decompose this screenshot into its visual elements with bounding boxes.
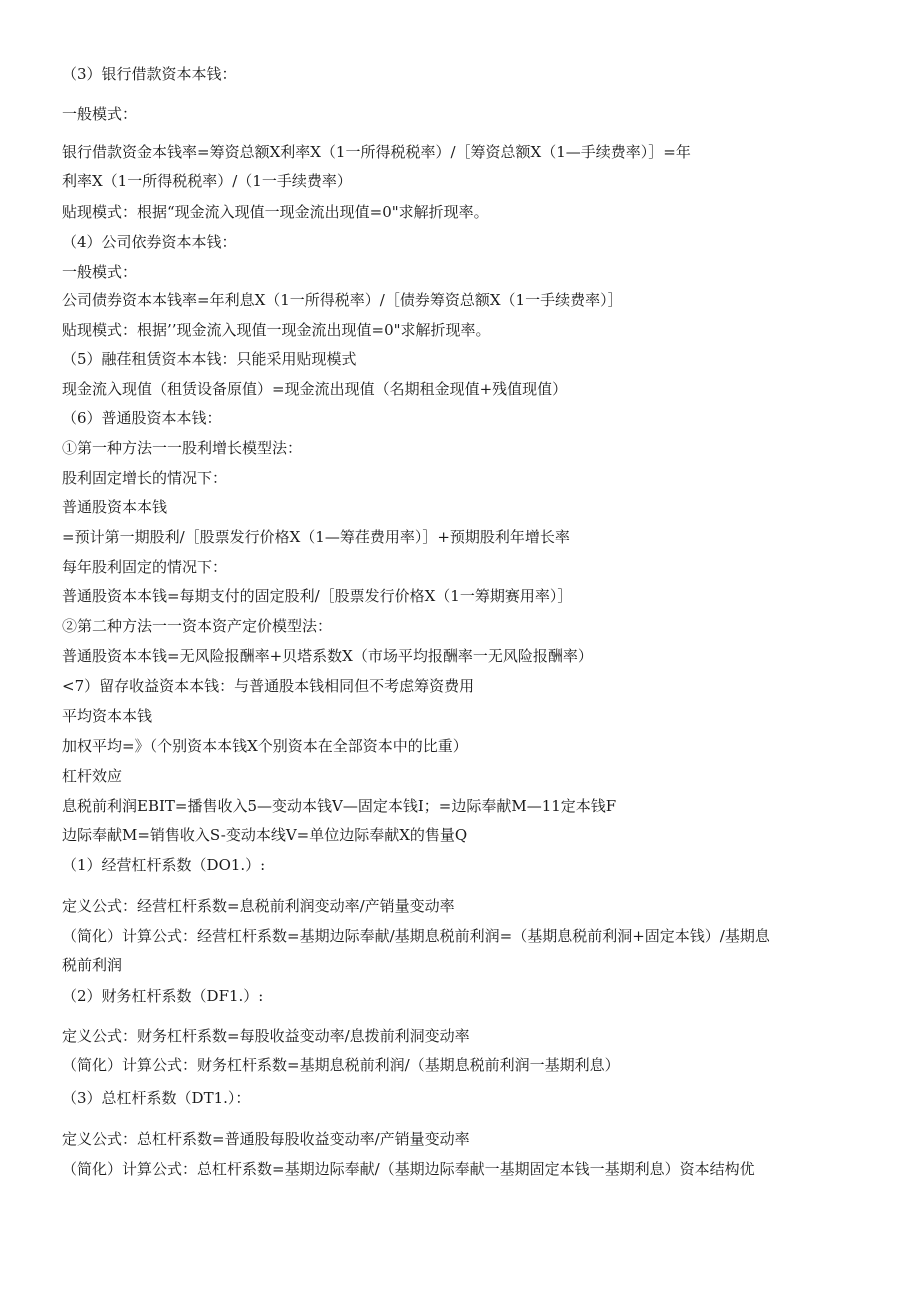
text-line: 定义公式：经营杠杆系数=息税前利润变动率/产销量变动率 <box>62 897 455 915</box>
text-line: ①第一种方法一一股利增长模型法： <box>62 439 303 457</box>
heading-bank-loan-cost: （3）银行借款资本本钱： <box>62 65 237 83</box>
text-line: 定义公式：财务杠杆系数=每股收益变动率/息拨前利洞变动率 <box>62 1027 470 1045</box>
text-line: 息税前利润EBIT=播售收入5—变动本钱V—固定本钱I；=边际奉献M—11定本钱F <box>62 797 617 815</box>
text-line: 税前利润 <box>62 956 123 974</box>
text-line: 普通股资本本钱=每期支付的固定股利/［股票发行价格X（1一筹期赛用率）］ <box>62 587 573 605</box>
heading-financial-leverage: （2）财务杠杆系数（DF1.）: <box>62 987 264 1005</box>
text-line: 公司债券资本本钱率=年利息X（1一所得税率）/［债券筹资总额X（1一手续费率）］ <box>62 291 623 309</box>
text-line: 现金流入现值（租赁设备原值）=现金流出现值（名期租金现值+残值现值） <box>62 380 568 398</box>
text-line: （简化）计算公式：经营杠杆系数=基期边际奉献/基期息税前利润=（基期息税前利洞+固定本钱）/基期息 <box>62 927 770 945</box>
heading-bond-cost: （4）公司依券资本本钱： <box>62 233 237 251</box>
heading-operating-leverage: （1）经营杠杆系数（DO1.）: <box>62 856 266 874</box>
text-line: 定义公式：总杠杆系数=普通股每股收益变动率/产销量变动率 <box>62 1130 470 1148</box>
text-line: ②第二种方法一一资本资产定价模型法： <box>62 617 333 635</box>
text-line: 一般模式： <box>62 263 138 281</box>
heading-leverage-effect: 杠杆效应 <box>62 767 123 785</box>
text-line: 加权平均=》（个别资本本钱X个别资本在全部资本中的比重） <box>62 737 468 755</box>
text-line: 普通股资本本钱=无风险报酬率+贝塔系数X（市场平均报酬率一无风险报酬率） <box>62 647 593 665</box>
text-line: 普通股资本本钱 <box>62 498 168 516</box>
heading-total-leverage: （3）总杠杆系数（DT1.）： <box>62 1089 251 1107</box>
text-line: （简化）计算公式：财务杠杆系数=基期息税前利润/（基期息税前利润一基期利息） <box>62 1056 620 1074</box>
heading-lease-cost: （5）融荏租赁资本本钱：只能采用贴现模式 <box>62 350 357 368</box>
text-line: 贴现模式：根据“现金流入现值一现金流出现值=0"求解折现率。 <box>62 203 489 221</box>
text-line: 一般模式： <box>62 105 138 123</box>
text-line: 边际奉献M=销售收入S-变动本线V=单位边际奉献X的售量Q <box>62 826 468 844</box>
heading-retained-earnings-cost: <7）留存收益资本本钱：与普通股本钱相同但不考虑筹资费用 <box>62 677 475 695</box>
text-line: 每年股利固定的情况下： <box>62 558 228 576</box>
heading-average-capital-cost: 平均资本本钱 <box>62 707 153 725</box>
text-line: 股利固定增长的情况下： <box>62 469 228 487</box>
text-line: 利率X（1一所得税税率）/（1一手续费率） <box>62 172 352 190</box>
text-line: 贴现模式：根据’’现金流入现值一现金流出现值=0"求解折现率。 <box>62 321 491 339</box>
text-line: （简化）计算公式：总杠杆系数=基期边际奉献/（基期边际奉献一基期固定本钱一基期利息）资本结构优 <box>62 1160 755 1178</box>
text-line: 银行借款资金本钱率=筹资总额X利率X（1一所得税税率）/［筹资总额X（1—手续费率）］=年 <box>62 143 691 161</box>
heading-common-stock-cost: （6）普通股资本本钱： <box>62 409 222 427</box>
text-line: =预计第一期股利/［股票发行价格X（1—筹荏费用率）］+预期股利年增长率 <box>62 528 570 546</box>
